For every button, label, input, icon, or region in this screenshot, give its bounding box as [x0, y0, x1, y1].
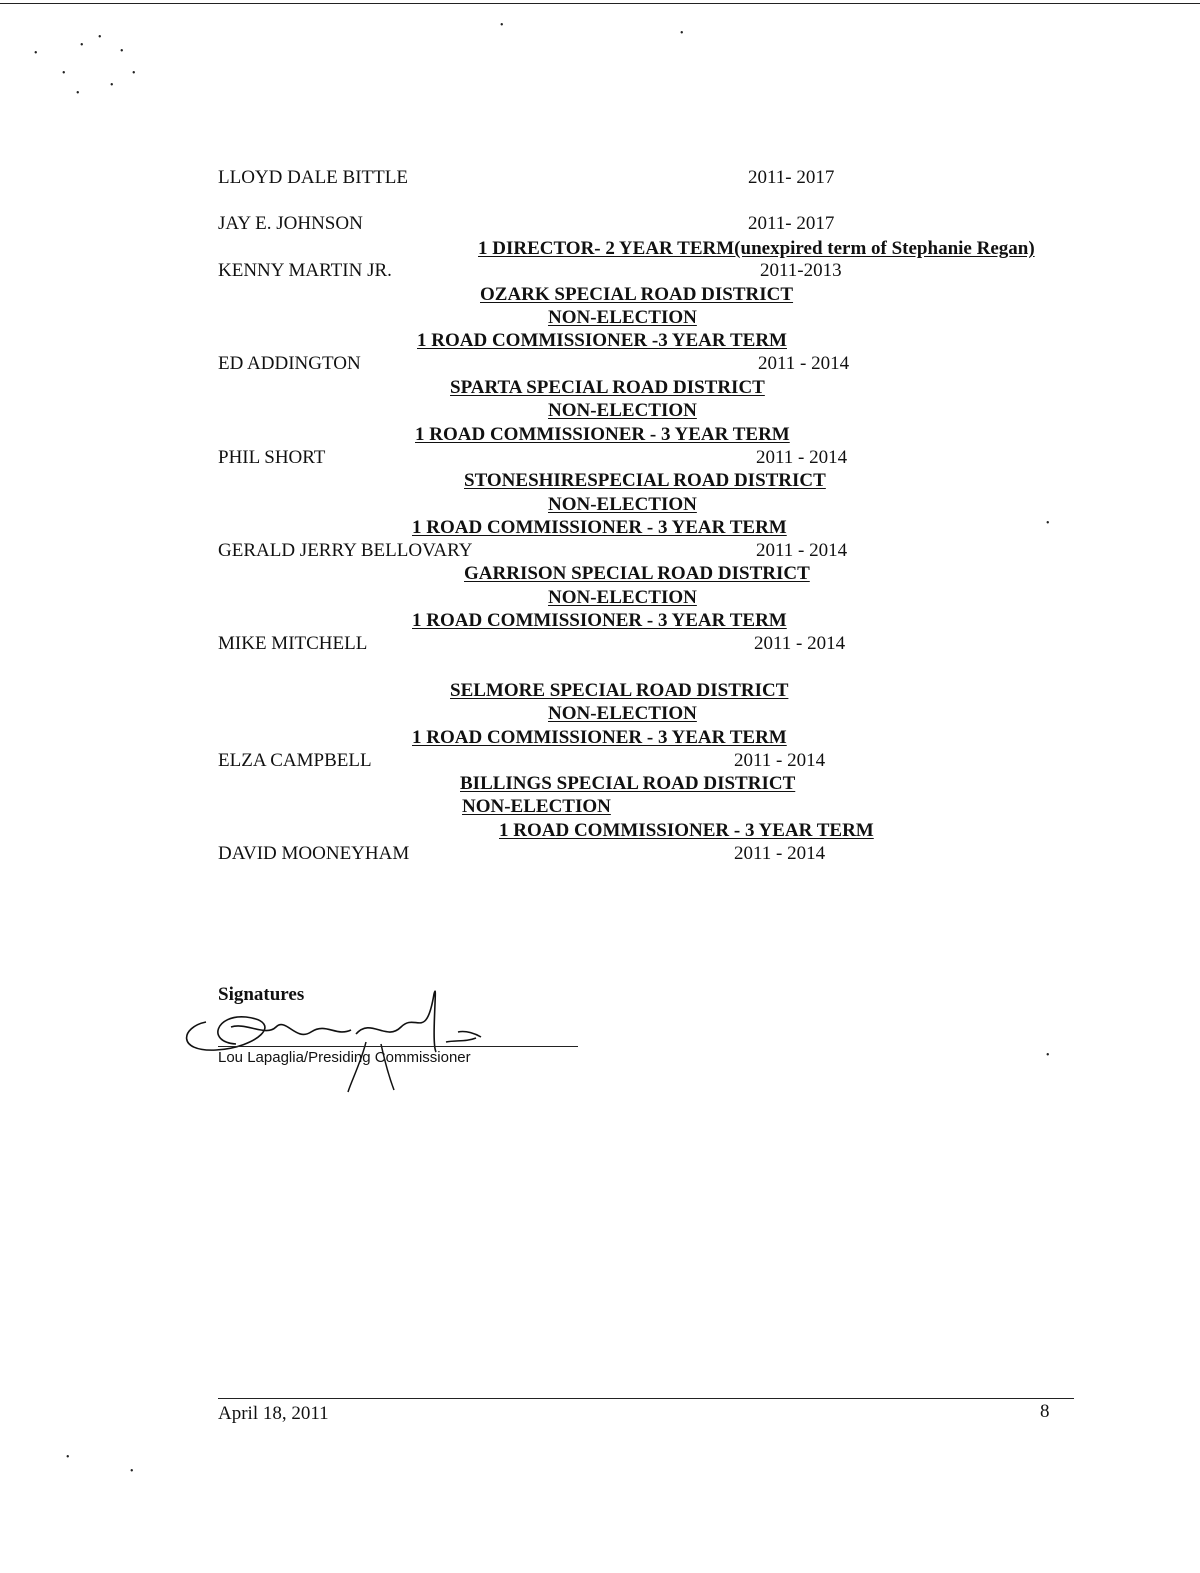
district-status: NON-ELECTION [548, 400, 697, 421]
scan-speck: • [1046, 1050, 1050, 1061]
scan-speck: • [1046, 518, 1050, 529]
district-heading: SELMORE SPECIAL ROAD DISTRICT [450, 680, 789, 701]
official-term: 2011-2013 [760, 260, 842, 281]
district-position: 1 ROAD COMMISSIONER - 3 YEAR TERM [415, 424, 790, 445]
footer-rule [218, 1398, 1074, 1399]
district-position: 1 ROAD COMMISSIONER -3 YEAR TERM [417, 330, 787, 351]
signatures-heading: Signatures [218, 984, 305, 1005]
official-name: JAY E. JOHNSON [218, 213, 363, 234]
scan-speck: • [500, 20, 504, 31]
district-heading: STONESHIRESPECIAL ROAD DISTRICT [464, 470, 826, 491]
scan-speck: • [110, 80, 114, 91]
district-heading: GARRISON SPECIAL ROAD DISTRICT [464, 563, 810, 584]
district-heading: SPARTA SPECIAL ROAD DISTRICT [450, 377, 765, 398]
district-status: NON-ELECTION [548, 494, 697, 515]
handwritten-signature [176, 982, 516, 1094]
scan-speck: • [98, 32, 102, 43]
official-name: LLOYD DALE BITTLE [218, 167, 408, 188]
official-name: KENNY MARTIN JR. [218, 260, 392, 281]
scan-speck: • [34, 48, 38, 59]
official-name: GERALD JERRY BELLOVARY [218, 540, 473, 561]
district-status: NON-ELECTION [548, 307, 697, 328]
official-name: ED ADDINGTON [218, 353, 361, 374]
scan-speck: • [62, 68, 66, 79]
scan-speck: • [680, 28, 684, 39]
district-position: 1 ROAD COMMISSIONER - 3 YEAR TERM [412, 727, 787, 748]
page-number: 8 [1040, 1401, 1050, 1422]
district-status: NON-ELECTION [462, 796, 611, 817]
scan-speck: • [130, 1466, 134, 1477]
official-name: DAVID MOONEYHAM [218, 843, 410, 864]
official-term: 2011 - 2014 [758, 353, 850, 374]
district-heading: OZARK SPECIAL ROAD DISTRICT [480, 284, 794, 305]
signature-line [218, 1046, 578, 1047]
signer-name: Lou Lapaglia/Presiding Commissioner [218, 1049, 471, 1066]
scan-speck: • [80, 40, 84, 51]
district-status: NON-ELECTION [548, 587, 697, 608]
official-term: 2011- 2017 [748, 213, 835, 234]
district-position: 1 ROAD COMMISSIONER - 3 YEAR TERM [412, 517, 787, 538]
district-position: 1 ROAD COMMISSIONER - 3 YEAR TERM [412, 610, 787, 631]
scan-speck: • [132, 68, 136, 79]
district-position: 1 ROAD COMMISSIONER - 3 YEAR TERM [499, 820, 874, 841]
official-term: 2011 - 2014 [734, 843, 826, 864]
district-heading: BILLINGS SPECIAL ROAD DISTRICT [460, 773, 796, 794]
scan-speck: • [76, 88, 80, 99]
official-term: 2011 - 2014 [734, 750, 826, 771]
top-rule [0, 3, 1200, 4]
official-term: 2011 - 2014 [754, 633, 846, 654]
official-term: 2011 - 2014 [756, 447, 848, 468]
director-header: 1 DIRECTOR- 2 YEAR TERM(unexpired term of Stephanie Regan) [478, 238, 1035, 259]
scan-speck: • [120, 46, 124, 57]
scan-speck: • [66, 1452, 70, 1463]
official-term: 2011- 2017 [748, 167, 835, 188]
official-term: 2011 - 2014 [756, 540, 848, 561]
district-status: NON-ELECTION [548, 703, 697, 724]
footer-date: April 18, 2011 [218, 1403, 329, 1424]
official-name: MIKE MITCHELL [218, 633, 368, 654]
official-name: PHIL SHORT [218, 447, 326, 468]
official-name: ELZA CAMPBELL [218, 750, 372, 771]
